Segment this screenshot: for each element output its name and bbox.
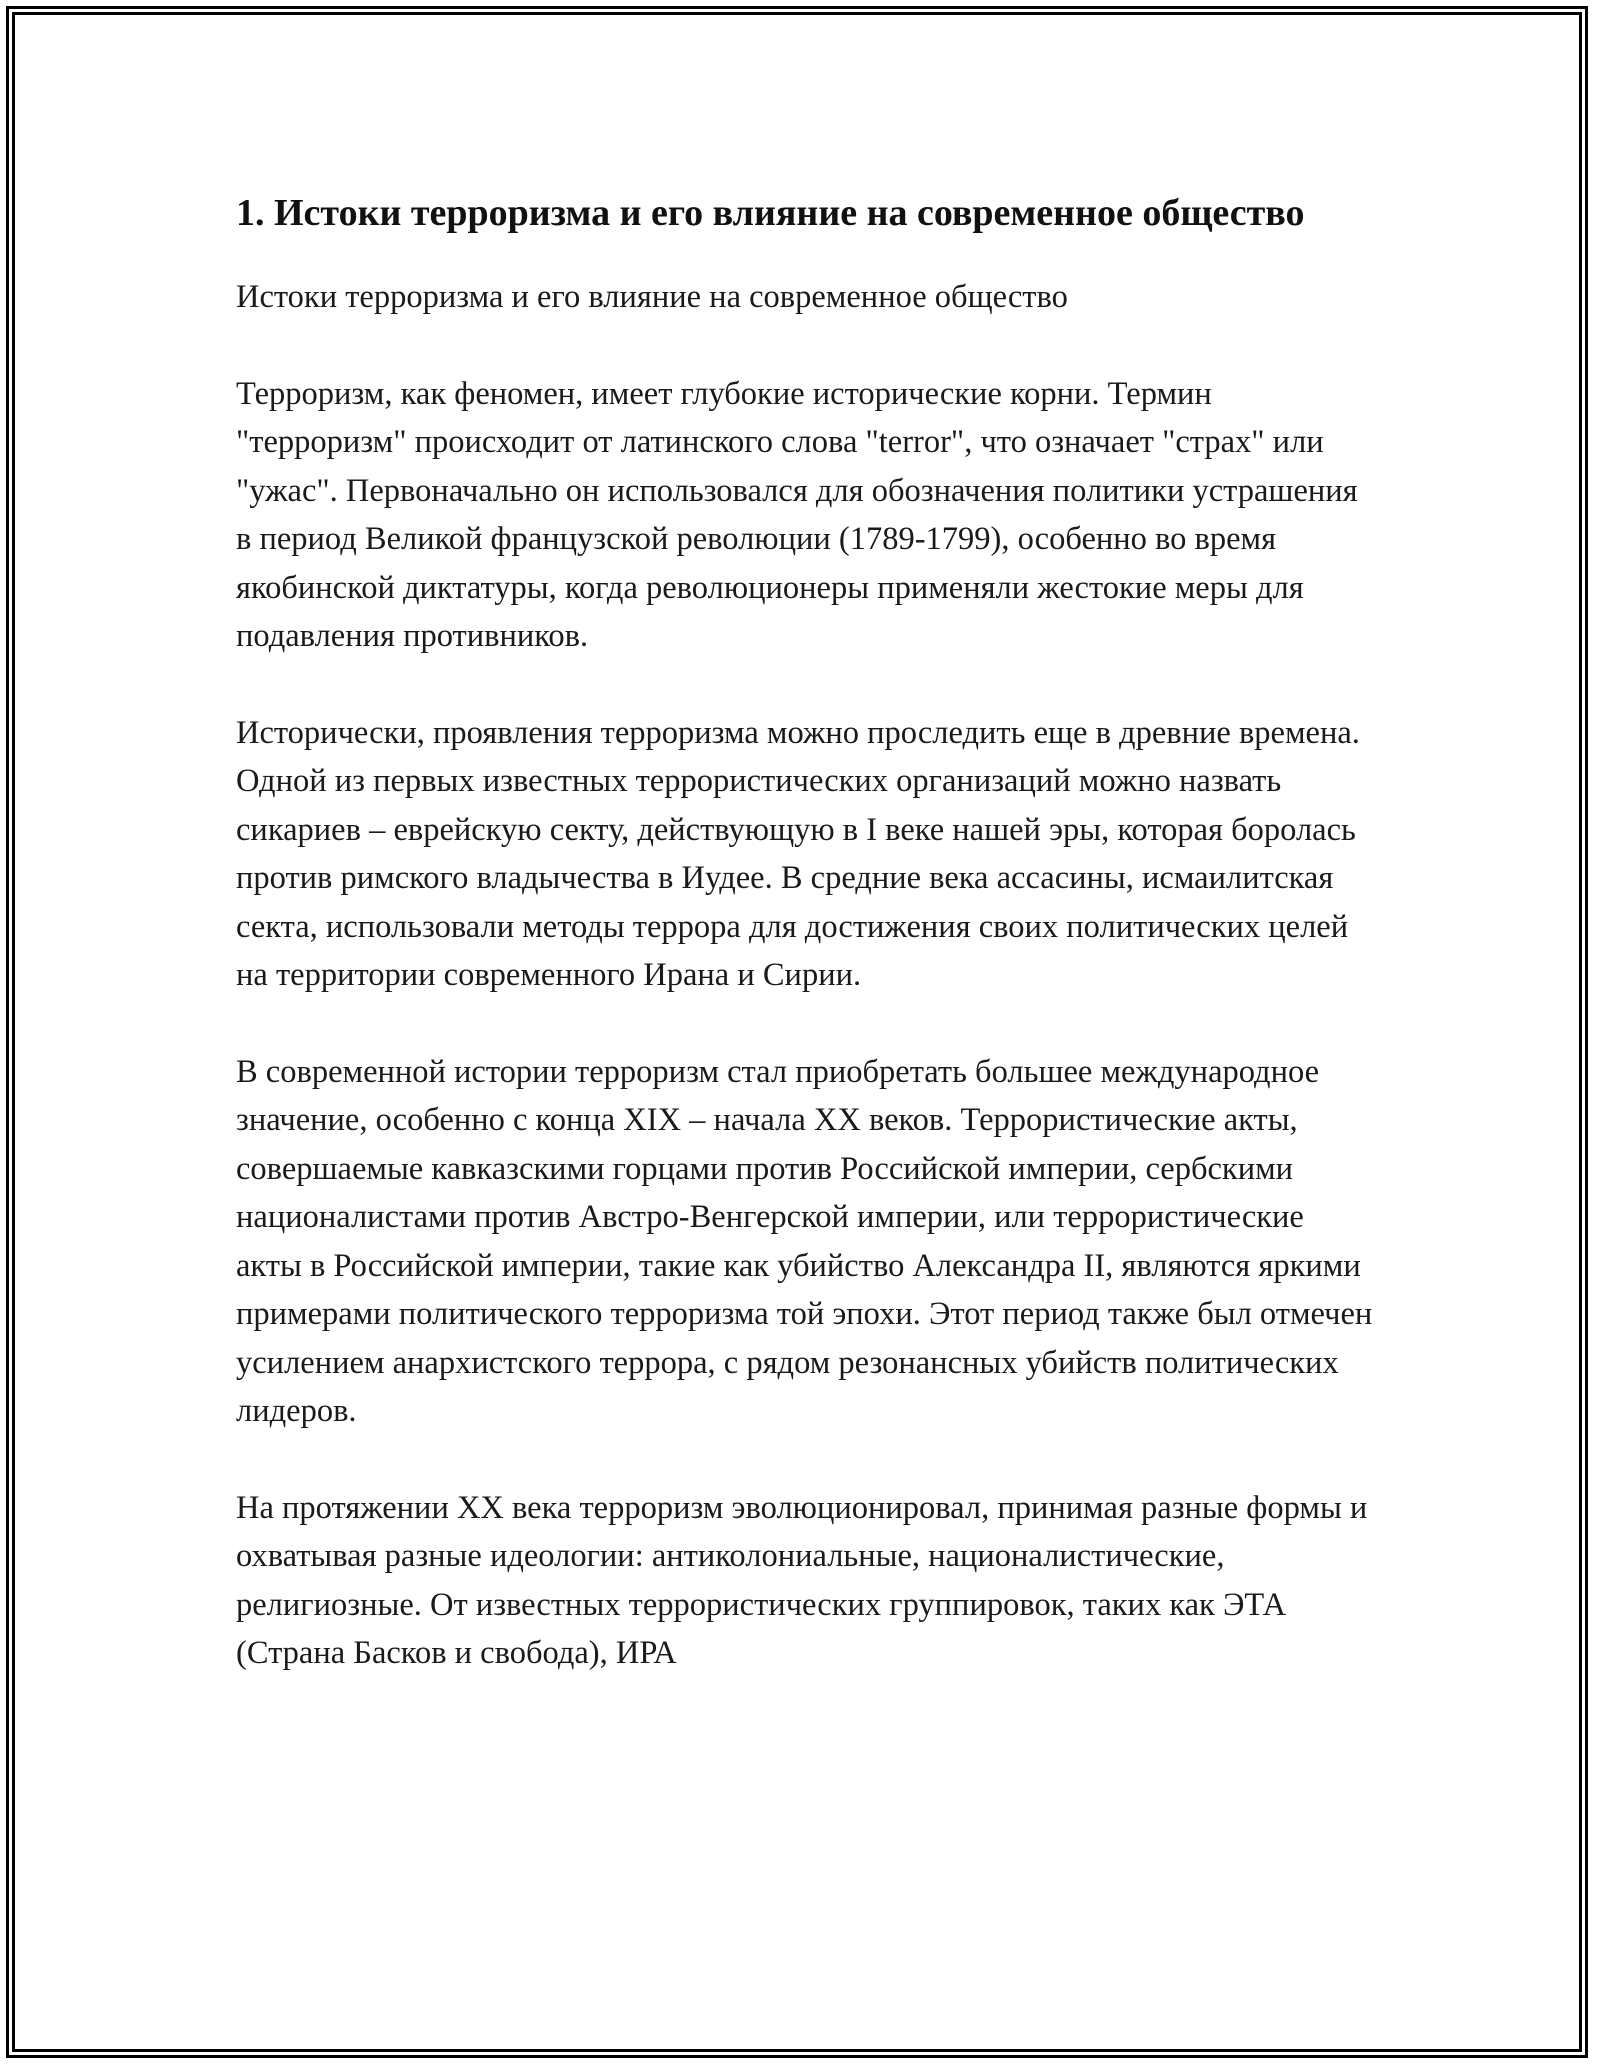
paragraph-origins: Терроризм, как феномен, имеет глубокие исторические корни. Термин "терроризм" происходит от латинского слова "terror", что означает "страх" или "ужас". Первоначально он использовался для обозначения политики устрашения в период Великой французской революции (1789-1799), особенно во время якобинской диктатуры, когда революционеры применяли жестокие меры для подавления противников. [236, 375, 1358, 654]
paragraph-twentieth-century: На протяжении XX века терроризм эволюционировал, принимая разные формы и охватывая разные идеологии: антиколониальные, националистические, религиозные. От известных террористических группировок, таких как ЭТА (Страна Басков и свобода), ИРА [236, 1489, 1368, 1671]
paragraph-modern-history: В современной истории терроризм стал приобретать большее международное значение, особенно с конца XIX – начала XX веков. Террористические акты, совершаемые кавказскими горцами против Российской империи, сербскими националистами против Австро-Венгерской империи, или террористические акты в Российской империи, такие как убийство Александра II, являются яркими примерами политического терроризма той эпохи. Этот период также был отмечен усилением анархистского террора, с рядом резонансных убийств политических лидеров. [236, 1053, 1373, 1429]
section-subtitle: Истоки терроризма и его влияние на современное общество [236, 279, 1068, 315]
section-heading: 1. Истоки терроризма и его влияние на современное общество [236, 192, 1305, 234]
document-body [236, 186, 1376, 1726]
paragraph-ancient-history: Исторически, проявления терроризма можно проследить еще в древние времена. Одной из первых известных террористических организаций можно назвать сикариев – еврейскую секту, действующую в I веке нашей эры, которая боролась против римского владычества в Иудее. В средние века ассасины, исмаилитская секта, использовали методы террора для достижения своих политических целей на территории современного Ирана и Сирии. [236, 714, 1360, 993]
